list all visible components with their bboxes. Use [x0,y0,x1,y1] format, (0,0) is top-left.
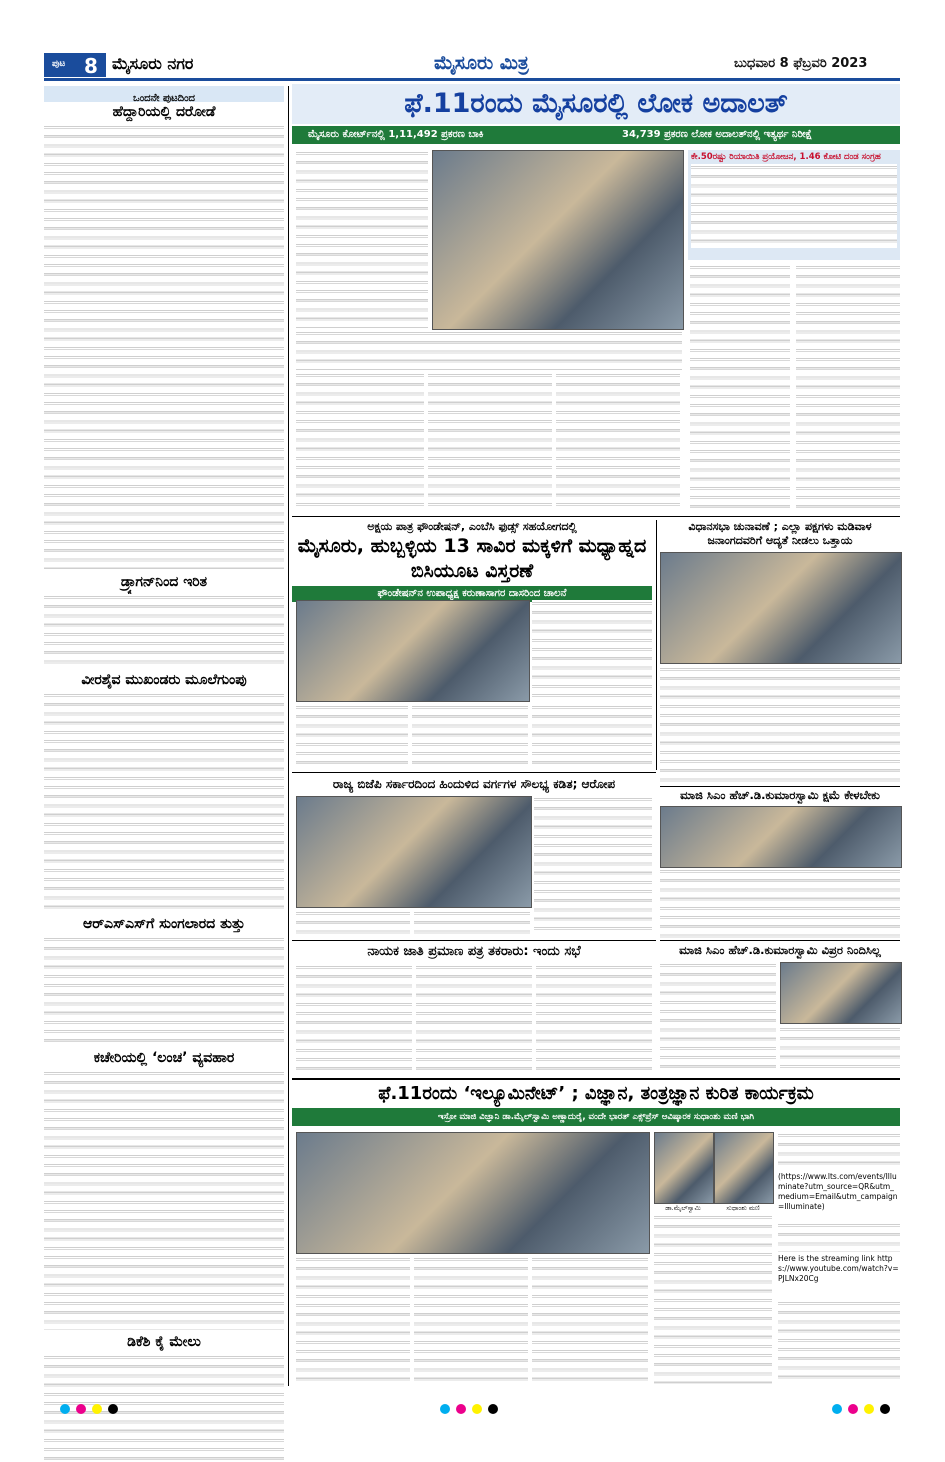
left-head-4: ಆರ್‌ಎಸ್‌ಎಸ್‌ಗೆ ಸುಂಗಲಾರದ ತುತ್ತು [82,916,246,932]
election-headline: ವಿಧಾನಸಭಾ ಚುನಾವಣೆ ; ಎಲ್ಲಾ ಪಕ್ಷಗಳು ಮಡಿವಾಳ ಜನಾಂಗದವರಿಗೆ ಆದ್ಯತೆ ನೀಡಲು ಒತ್ತಾಯ [688,520,872,547]
masthead [44,50,900,78]
masthead-rule [44,78,900,81]
continued-band [44,86,284,102]
illuminate-strap: ಇಸ್ರೋ ಮಾಜಿ ವಿಜ್ಞಾನಿ ಡಾ.ಮೈಲ್‌ಸ್ವಾಮಿ ಅಣ್ಣಾದುರೈ, ವಂದೇ ಭಾರತ್ ಎಕ್ಸ್‌ಪ್ರೆಸ್ ಆವಿಷ್ಕಾರಕ ಸುಧಾಂಶು ಮಣಿ ಭಾಗಿ [292,1108,900,1126]
illuminate-top-rule [292,1078,900,1080]
illuminate-body-right [778,1132,900,1168]
lead-box [688,150,900,260]
left-head-5: ಕಚೇರಿಯಲ್ಲಿ ‘ಲಂಚ’ ವ್ಯವಹಾರ [93,1050,235,1066]
bjp-photo [296,796,532,908]
black-dot-icon [488,1404,498,1414]
date: ಬುಧವಾರ 8 ಫೆಬ್ರವರಿ 2023 [734,56,868,71]
illuminate-link[interactable]: (https://www.lts.com/events/Illuminate?utm_source=QR&utm_medium=Email&utm_campaign=Illuminate) [778,1172,898,1211]
cyan-dot-icon [440,1404,450,1414]
hdk1-body [660,868,900,938]
lead-headline-band [292,84,900,124]
registration-marks-left [60,1404,118,1414]
bjp-top-rule [292,772,656,773]
magenta-dot-icon [456,1404,466,1414]
page-label: ಪುಟ [52,59,66,69]
illuminate-caption-2: ಸುಧಾಂಶು ಮಣಿ [726,1204,760,1212]
yellow-dot-icon [92,1404,102,1414]
hdk2-top-rule [660,940,900,941]
cyan-dot-icon [832,1404,842,1414]
lead-body-5 [796,264,900,512]
meals-body-4 [532,704,652,768]
illuminate-body-2 [414,1256,528,1384]
left-body-3 [44,692,284,912]
meals-headline: ಮೈಸೂರು, ಹುಬ್ಬಳ್ಳಿಯ 13 ಸಾವಿರ ಮಕ್ಕಳಿಗೆ ಮಧ್ಯಾಹ್ನದ ಬಿಸಿಯೂಟ ವಿಸ್ತರಣೆ [297,535,647,582]
meals-vertical-rule [656,520,657,770]
meals-body-1 [532,600,652,700]
meals-body-2 [296,704,408,768]
lead-bottom-rule [292,516,900,517]
registration-marks-center [440,1404,498,1414]
left-body-5 [44,1070,284,1330]
paper-name: ಮೈಸೂರು ಮಿತ್ರ [434,52,529,74]
hdk1-photo [660,806,902,868]
illuminate-stream-link[interactable]: Here is the streaming link https://www.youtube.com/watch?v=PJLNx20Cg [778,1254,899,1283]
illuminate-portrait-2 [714,1132,774,1204]
illuminate-headline: ಫೆ.11ರಂದು ‘ಇಲ್ಯೂಮಿನೇಟ್’ ; ವಿಜ್ಞಾನ, ತಂತ್ರಜ್ಞಾನ ಕುರಿತ ಕಾರ್ಯಕ್ರಮ [378,1083,814,1104]
lead-body-left [296,150,428,328]
left-head-3: ವೀರಶೈವ ಮುಖಂಡರು ಮೂಲೆಗುಂಪು [81,672,247,688]
meals-photo [296,600,530,702]
hdk2-photo [780,962,902,1024]
hdk1-headline: ಮಾಜಿ ಸಿಎಂ ಹೆಚ್.ಡಿ.ಕುಮಾರಸ್ವಾಮಿ ಕ್ಷಮೆ ಕೇಳಬೇಕು [680,788,880,802]
left-head-1: ಹೆದ್ದಾರಿಯಲ್ಲಿ ದರೋಡೆ [112,104,216,120]
bjp-body-2 [296,910,410,936]
nayaka-body-1 [296,964,412,1074]
left-head-6: ಡಿಕೆಶಿ ಕೈ ಮೇಲು [127,1334,201,1350]
illuminate-body-right-3 [778,1300,900,1384]
election-photo [660,552,902,664]
lead-photo [432,150,684,330]
illuminate-body-side [654,1214,772,1384]
page-label-box [44,53,106,77]
lead-subhead-band [292,126,900,144]
lead-caption [296,330,682,370]
illuminate-body-3 [532,1256,648,1384]
magenta-dot-icon [76,1404,86,1414]
meals-kicker: ಅಕ್ಷಯ ಪಾತ್ರ ಫೌಂಡೇಷನ್, ಎಂಬೆಸಿ ಫುಡ್ಸ್ ಸಹಯೋಗದಲ್ಲಿ [367,520,577,533]
left-head-2: ಡ್ರ್ಯಾಗನ್‌ನಿಂದ ಇರಿತ [120,574,208,590]
nayaka-headline: ನಾಯಕ ಜಾತಿ ಪ್ರಮಾಣ ಪತ್ರ ತಕರಾರು: ಇಂದು ಸಭೆ [367,944,581,959]
bjp-headline: ರಾಜ್ಯ ಬಿಜೆಪಿ ಸರ್ಕಾರದಿಂದ ಹಿಂದುಳಿದ ವರ್ಗಗಳ ಸೌಲಭ್ಯ ಕಡಿತ; ಆರೋಪ [332,777,616,791]
illuminate-body-right-2 [778,1222,900,1252]
illuminate-photo [296,1132,650,1254]
hdk2-body-1 [660,962,776,1074]
lead-sub-1: ಮೈಸೂರು ಕೋರ್ಟ್‌ನಲ್ಲಿ 1,11,492 ಪ್ರಕರಣ ಬಾಕಿ [308,129,484,140]
left-body-2 [44,594,284,668]
lead-body-3 [556,372,680,512]
illuminate-body-1 [296,1256,410,1384]
nayaka-body-2 [416,964,532,1074]
cyan-dot-icon [60,1404,70,1414]
nayaka-body-3 [536,964,652,1074]
lead-sub-2: 34,739 ಪ್ರಕರಣ ಲೋಕ ಅದಾಲತ್‌ನಲ್ಲಿ ಇತ್ಯರ್ಥ ನಿರೀಕ್ಷೆ [622,129,813,140]
black-dot-icon [108,1404,118,1414]
registration-marks-right [832,1404,890,1414]
continued-label: ಒಂದನೇ ಪುಟದಿಂದ [133,93,195,104]
bjp-body-3 [414,910,530,936]
hdk1-top-rule [660,786,900,787]
page-number: 8 [84,54,98,78]
meals-strap: ಫೌಂಡೇಷನ್‌ನ ಉಪಾಧ್ಯಕ್ಷ ಕರುಣಾಸಾಗರ ದಾಸರಿಂದ ಚಾಲನೆ [292,586,652,602]
lead-box-head: ಕೇ.50ರಷ್ಟು ರಿಯಾಯಿತಿ ಪ್ರಯೋಜನ, 1.46 ಕೋಟಿ ದಂಡ ಸಂಗ್ರಹ [691,152,881,162]
yellow-dot-icon [472,1404,482,1414]
yellow-dot-icon [864,1404,874,1414]
lead-box-body [691,164,897,248]
left-body-1 [44,124,284,569]
magenta-dot-icon [848,1404,858,1414]
left-body-4 [44,936,284,1046]
nayaka-top-rule [292,940,656,941]
section-name: ಮೈಸೂರು ನಗರ [112,54,194,73]
hdk2-body-2 [780,1026,900,1074]
hdk2-headline: ಮಾಜಿ ಸಿಎಂ ಹೆಚ್.ಡಿ.ಕುಮಾರಸ್ವಾಮಿ ವಿಪ್ರರ ನಿಂದಿಸಿಲ್ಲ [679,943,881,957]
meals-body-3 [412,704,528,768]
left-column [44,86,284,1386]
lead-headline: ಫೆ.11ರಂದು ಮೈಸೂರಲ್ಲಿ ಲೋಕ ಅದಾಲತ್ [404,88,788,119]
lead-body-2 [428,372,552,512]
lead-body-4 [690,264,790,512]
left-column-divider [288,86,289,1386]
bjp-body-1 [534,796,652,936]
lead-body-1 [296,372,424,512]
illuminate-caption-1: ಡಾ.ಮೈಲ್‌ಸ್ವಾಮಿ [665,1204,701,1212]
illuminate-portrait-1 [654,1132,714,1204]
black-dot-icon [880,1404,890,1414]
election-body [660,666,900,784]
